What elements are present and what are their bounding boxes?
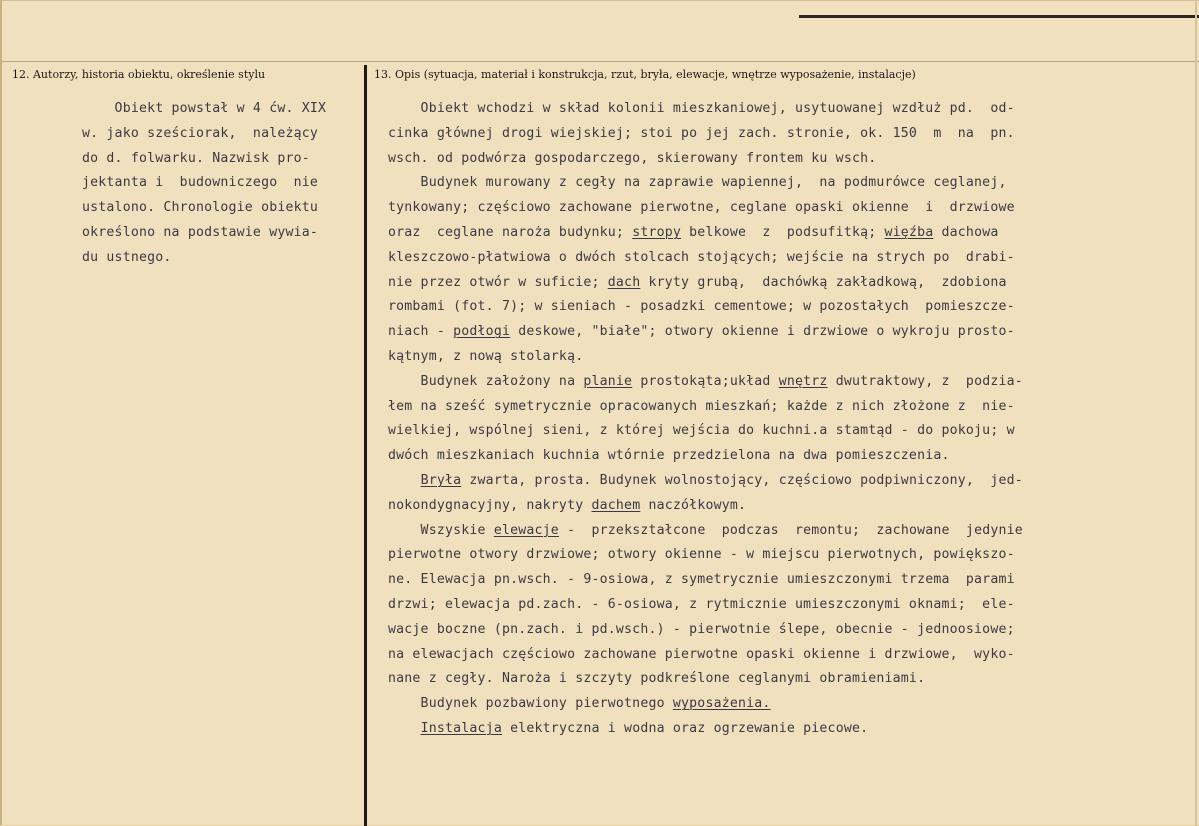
section-13-line [388,221,999,246]
section-13-line [388,568,1015,593]
underlined-keyword: wyposażenia. [672,696,771,712]
line-segment: pierwotne otwory drzwiowe; otwory okienne - w miejscu pierwotnych, powiększo- [388,547,1015,563]
line-segment: prostokąta;układ [632,373,779,389]
section-13-line [388,395,1015,420]
underlined-keyword: dachem [591,497,641,513]
underlined-keyword: stropy [632,225,682,240]
line-segment: rombami (fot. 7); w sieniach - posadzki cementowe; w pozostałych pomieszcze- [388,299,1015,315]
section-13-line [388,667,925,692]
section-12-line: du ustnego. [82,249,172,265]
section-13-line [388,246,1015,271]
line-segment: wacje boczne (pn.zach. i pd.wsch.) - pierwotnie ślepe, obecnie - jednoosiowe; [388,621,1015,637]
line-segment: wielkiej, wspólnej sieni, z której wejścia do kuchni.a stamtąd - do pokoju; w [388,423,1015,439]
right-edge [1195,1,1197,826]
section-13-line [388,593,1015,618]
line-segment: Wszyskie [388,522,494,538]
section-13-line [388,271,1007,296]
section-13-line [388,618,1015,643]
section-13-line [388,196,1015,221]
line-segment: nie przez otwór w suficie; [388,274,608,290]
line-segment [388,473,421,488]
section-13-line [388,494,746,519]
line-segment: elektryczna i wodna oraz ogrzewanie piecowe. [501,721,869,736]
section-13-line [388,97,1015,122]
line-segment: - przekształcone podczas remontu; zachowane jedynie [558,522,1023,538]
section-12-line: określono na podstawie wywia- [82,225,319,240]
line-segment: niach - [388,324,454,340]
section-13-line [388,692,771,717]
line-segment: cinka głównej drogi wiejskiej; stoi po jej zach. stronie, ok. 150 m na pn. [388,125,1015,141]
line-segment: na elewacjach częściowo zachowane pierwotne opaski okienne i drzwiowe, wyko- [388,646,1015,662]
underlined-keyword: planie [583,373,633,389]
section-13-line [388,171,1007,196]
column-divider [364,65,367,826]
line-segment: kątnym, z nową stolarką. [388,349,584,364]
line-segment: naczółkowym. [640,497,747,513]
line-segment: Obiekt wchodzi w skład kolonii mieszkaniowej, usytuowanej wzdłuż pd. od- [388,101,1015,116]
section-13-line [388,345,583,370]
section-13-heading: 13. Opis (sytuacja, materiał i konstrukcja, rzut, bryła, elewacje, wnętrze wyposażenie, instalacje) [374,68,916,81]
line-segment: nane z cegły. Naroża i szczyty podkreślone ceglanymi obramieniami. [388,671,926,687]
section-13-line [388,643,1015,668]
line-segment: dachowa [933,225,999,240]
section-13-line [388,122,1015,147]
underlined-keyword: dach [607,274,641,290]
section-13-line [388,419,1015,444]
section-12-line: ustalono. Chronologie obiektu [82,200,319,216]
line-segment: łem na sześć symetrycznie opracowanych mieszkań; każde z nich złożone z nie- [388,398,1015,414]
line-segment [388,721,421,736]
underlined-keyword: więźba [884,225,934,240]
line-segment: zwarta, prosta. Budynek wolnostojący, częściowo podpiwniczony, jed- [461,473,1023,488]
line-segment: drzwi; elewacja pd.zach. - 6-osiowa, z rytmicznie umieszczonymi oknami; ele- [388,597,1015,612]
section-13-line [388,519,1023,544]
section-13-line [388,444,950,469]
section-13-line [388,543,1015,568]
line-segment: dwóch mieszkaniach kuchnia wtórnie przedzielona na dwa pomieszczenia. [388,448,950,464]
section-12-line: Obiekt powstał w 4 ćw. XIX [82,101,327,116]
line-segment: wsch. od podwórza gospodarczego, skierowany frontem ku wsch. [388,150,877,166]
line-segment: Budynek pozbawiony pierwotnego [388,696,673,712]
section-13-line [388,147,876,172]
line-segment: deskowe, "białe"; otwory okienne i drzwiowe o wykroju prosto- [510,324,1015,340]
section-13-line [388,320,1015,345]
section-12-line: w. jako sześciorak, należący [82,125,319,141]
header-rule [2,61,1199,62]
underlined-keyword: Instalacja [420,721,502,736]
line-segment: Budynek murowany z cegły na zaprawie wapiennej, na podmurówce ceglanej, [388,175,1007,191]
section-12-heading: 12. Autorzy, historia obiektu, określenie stylu [12,68,266,81]
line-segment: kleszczowo-płatwiowa o dwóch stolcach stojących; wejście na strych po drabi- [388,249,1015,265]
line-segment: oraz ceglane naroża budynku; [388,225,633,240]
section-12-line: do d. folwarku. Nazwisk pro- [82,150,310,166]
section-13-line [388,469,1023,494]
line-segment: tynkowany; częściowo zachowane pierwotne, ceglane opaski okienne i drzwiowe [388,200,1015,216]
top-strip [799,1,1199,18]
line-segment: ne. Elewacja pn.wsch. - 9-osiowa, z symetrycznie umieszczonymi trzema parami [388,572,1015,588]
line-segment: belkowe z podsufitką; [681,225,885,240]
section-13-line [388,717,868,742]
underlined-keyword: elewacje [493,522,559,538]
line-segment: Budynek założony na [388,373,584,389]
section-12-line: jektanta i budowniczego nie [82,175,319,191]
line-segment: kryty grubą, dachówką zakładkową, zdobiona [640,274,1007,290]
underlined-keyword: wnętrz [778,373,828,389]
underlined-keyword: podłogi [453,324,511,340]
line-segment: dwutraktowy, z podzia- [827,373,1023,389]
section-13-line [388,370,1023,395]
section-13-line [388,295,1015,320]
underlined-keyword: Bryła [420,473,462,488]
line-segment: nokondygnacyjny, nakryty [388,497,592,513]
